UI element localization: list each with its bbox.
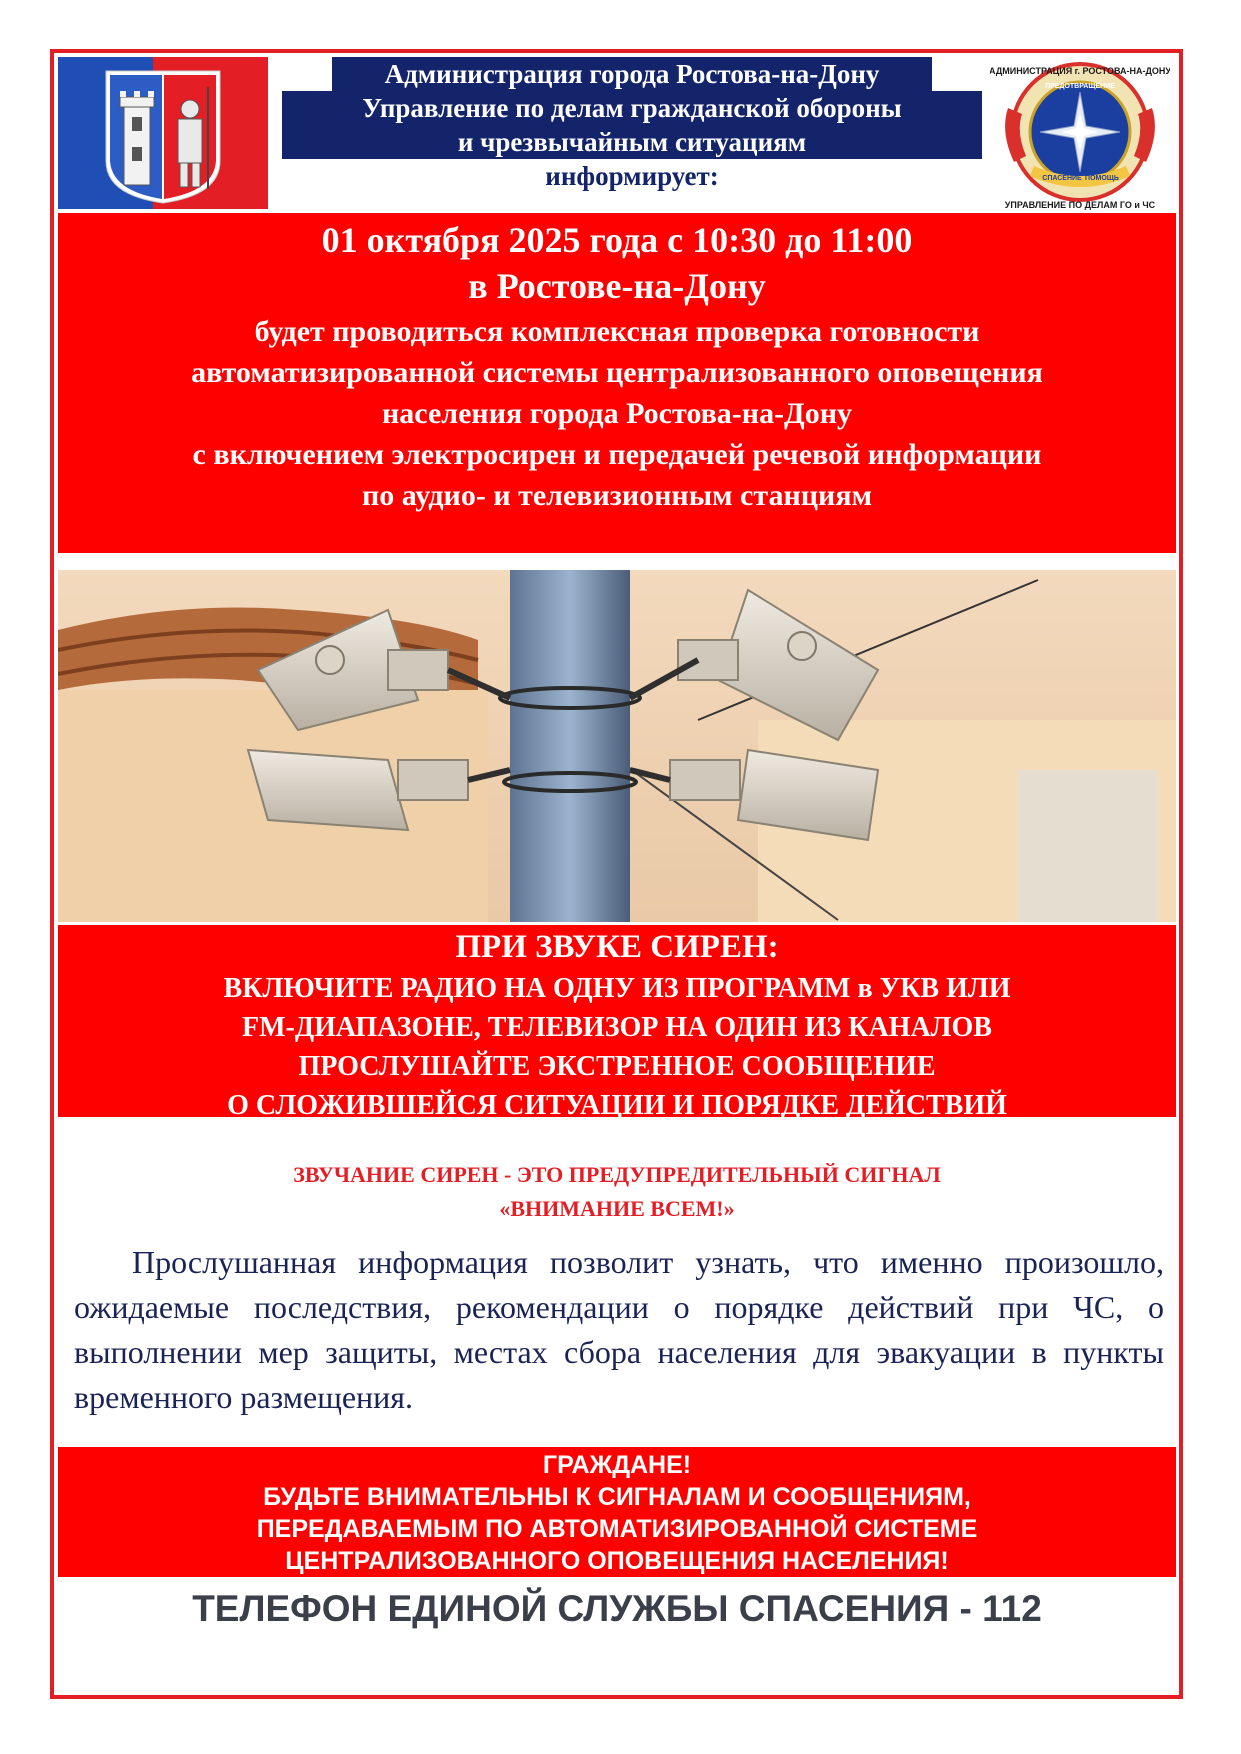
emblem-text-top: АДМИНИСТРАЦИЯ г. РОСТОВА-НА-ДОНУ xyxy=(990,66,1170,76)
citizens-line: ПЕРЕДАВАЕМЫМ ПО АВТОМАТИЗИРОВАННОЙ СИСТЕМЕ xyxy=(256,1515,978,1543)
emblem-ribbon-right: ПОМОЩЬ xyxy=(1085,175,1119,182)
header-text-block xyxy=(282,57,982,209)
warning-line: «ВНИМАНИЕ ВСЕМ!» xyxy=(499,1196,735,1221)
siren-loudspeakers-photo xyxy=(58,570,1176,922)
announcement-line: будет проводиться комплексная проверка готовности xyxy=(254,315,980,348)
header-line: Управление по делам гражданской обороны xyxy=(282,91,982,125)
announcement-date: 01 октября 2025 года с 10:30 до 11:00 xyxy=(321,220,913,260)
emblem-text-bottom: УПРАВЛЕНИЕ ПО ДЕЛАМ ГО и ЧС xyxy=(1004,200,1156,210)
citizens-block xyxy=(58,1447,1176,1577)
civil-defense-emblem-icon xyxy=(990,58,1170,210)
header-line: информирует: xyxy=(282,159,982,193)
emblem-ribbon-left: ПРЕДОТВРАЩЕНИЕ xyxy=(1045,83,1115,90)
rostov-coat-of-arms-icon xyxy=(58,57,268,209)
siren-line: ПРОСЛУШАЙТЕ ЭКСТРЕННОЕ СООБЩЕНИЕ xyxy=(298,1051,936,1082)
siren-title: ПРИ ЗВУКЕ СИРЕН: xyxy=(455,929,779,965)
warning-line: ЗВУЧАНИЕ СИРЕН - ЭТО ПРЕДУПРЕДИТЕЛЬНЫЙ СИГНАЛ xyxy=(293,1162,941,1187)
citizens-line: БУДЬТЕ ВНИМАТЕЛЬНЫ К СИГНАЛАМ И СООБЩЕНИЯМ, xyxy=(263,1483,971,1511)
emblem-ribbon-mid: СПАСЕНИЕ xyxy=(1042,175,1082,182)
siren-line: ВКЛЮЧИТЕ РАДИО НА ОДНУ ИЗ ПРОГРАММ в УКВ ИЛИ xyxy=(223,973,1011,1004)
warning-block xyxy=(58,1158,1176,1226)
announcement-body xyxy=(58,311,1176,516)
siren-line: О СЛОЖИВШЕЙСЯ СИТУАЦИИ И ПОРЯДКЕ ДЕЙСТВИЙ xyxy=(227,1090,1007,1121)
announcement-line: по аудио- и телевизионным станциям xyxy=(362,479,872,512)
announcement-place: в Ростове-на-Дону xyxy=(468,266,766,306)
info-paragraph: Прослушанная информация позволит узнать, что именно произошло, ожидаемые последствия, рекомендации о порядке действий при ЧС, о выполнении мер защиты, местах сбора населения для эвакуации в пункты временного размещения. xyxy=(74,1244,1164,1415)
announcement-block xyxy=(58,213,1176,553)
announcement-line: с включением электросирен и передачей речевой информации xyxy=(192,438,1042,471)
citizens-line: ЦЕНТРАЛИЗОВАННОГО ОПОВЕЩЕНИЯ НАСЕЛЕНИЯ! xyxy=(285,1547,949,1575)
siren-line: FM-ДИАПАЗОНЕ, ТЕЛЕВИЗОР НА ОДИН ИЗ КАНАЛОВ xyxy=(242,1012,992,1043)
announcement-line: автоматизированной системы централизованного оповещения xyxy=(191,356,1043,389)
siren-instructions-block xyxy=(58,925,1176,1121)
citizens-title: ГРАЖДАНЕ! xyxy=(542,1451,692,1479)
announcement-line: населения города Ростова-на-Дону xyxy=(382,397,852,430)
emergency-phone: ТЕЛЕФОН ЕДИНОЙ СЛУЖБЫ СПАСЕНИЯ - 112 xyxy=(192,1588,1042,1629)
header-line: Администрация города Ростова-на-Дону xyxy=(332,57,932,91)
header-line: и чрезвычайным ситуациям xyxy=(282,125,982,159)
